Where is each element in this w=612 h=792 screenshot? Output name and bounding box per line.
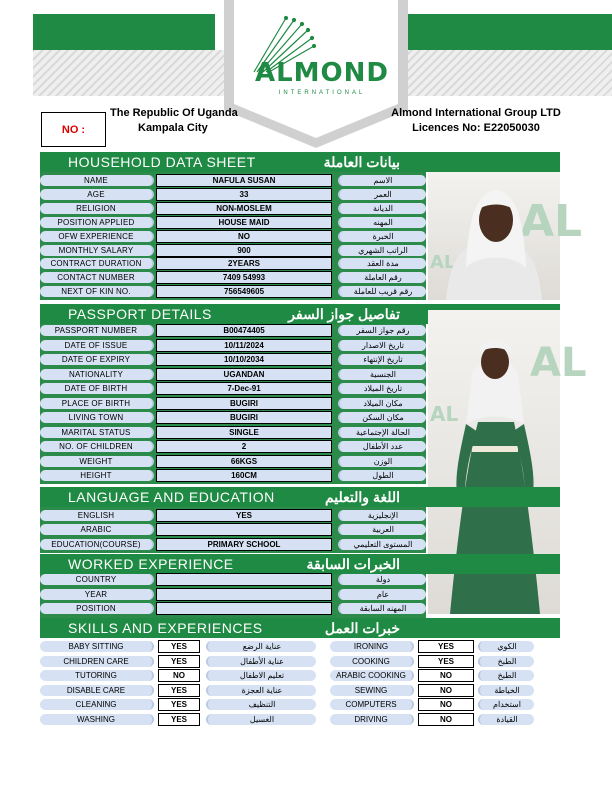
- field-label: POSITION APPLIED: [40, 217, 154, 228]
- field-label-arabic: الديانة: [338, 203, 426, 214]
- skill-value: NO: [418, 669, 474, 682]
- field-label: POSITION: [40, 603, 154, 614]
- skill-label: CHILDREN CARE: [40, 656, 154, 667]
- skill-row: [330, 698, 540, 711]
- field-value: [156, 602, 332, 615]
- republic-text: The Republic Of Uganda: [110, 107, 238, 119]
- skill-label: ARABIC COOKING: [330, 670, 414, 681]
- field-label: RELIGION: [40, 203, 154, 214]
- skill-label-arabic: الخياطة: [478, 685, 534, 696]
- skill-label: TUTORING: [40, 670, 154, 681]
- field-value: 7-Dec-91: [156, 382, 332, 395]
- form-row: [40, 257, 426, 270]
- field-label: CONTRACT DURATION: [40, 258, 154, 269]
- field-label: MONTHLY SALARY: [40, 245, 154, 256]
- form-row: [40, 271, 426, 284]
- header-green-band-right: [402, 14, 612, 50]
- skill-label-arabic: الطبخ: [478, 670, 534, 681]
- field-value: [156, 523, 332, 536]
- skill-label-arabic: الكوي: [478, 641, 534, 652]
- skill-value: YES: [418, 640, 474, 653]
- field-label: OFW EXPERIENCE: [40, 231, 154, 242]
- field-value: 66KGS: [156, 455, 332, 468]
- skill-value: YES: [418, 655, 474, 668]
- skill-value: YES: [158, 684, 200, 697]
- skill-label: COMPUTERS: [330, 699, 414, 710]
- form-row: [40, 339, 426, 352]
- field-label-arabic: تاريخ الإنتهاء: [338, 354, 426, 365]
- skill-value: NO: [158, 669, 200, 682]
- field-label-arabic: رقم جواز السفر: [338, 325, 426, 336]
- section-bar-skills: [40, 618, 560, 638]
- field-label-arabic: الحالة الإجتماعية: [338, 427, 426, 438]
- skill-row: [330, 669, 540, 682]
- skill-value: YES: [158, 640, 200, 653]
- full-body-photo: AL AL: [428, 310, 560, 614]
- section-title-ar: تفاصيل جواز السفر: [288, 306, 400, 322]
- field-value: 10/10/2034: [156, 353, 332, 366]
- section-title-en: LANGUAGE AND EDUCATION: [68, 489, 275, 505]
- skill-label: SEWING: [330, 685, 414, 696]
- field-label-arabic: الاسم: [338, 175, 426, 186]
- skill-value: NO: [418, 698, 474, 711]
- field-label: YEAR: [40, 589, 154, 600]
- skill-label-arabic: التنظيف: [206, 699, 316, 710]
- field-value: BUGIRI: [156, 397, 332, 410]
- skill-row: [330, 655, 540, 668]
- form-row: [40, 353, 426, 366]
- field-label-arabic: مكان الميلاد: [338, 398, 426, 409]
- field-label-arabic: الطول: [338, 470, 426, 481]
- skill-label-arabic: تعليم الاطفال: [206, 670, 316, 681]
- form-row: [40, 588, 426, 601]
- skill-value: YES: [158, 698, 200, 711]
- skill-label: COOKING: [330, 656, 414, 667]
- field-value: B00474405: [156, 324, 332, 337]
- field-value: PRIMARY SCHOOL: [156, 538, 332, 551]
- headshot-photo: AL AL: [428, 172, 560, 300]
- skill-value: YES: [158, 713, 200, 726]
- skill-label: IRONING: [330, 641, 414, 652]
- field-label: DATE OF EXPIRY: [40, 354, 154, 365]
- agency-block: [388, 106, 564, 136]
- skill-label-arabic: عناية العجزة: [206, 685, 316, 696]
- field-value: HOUSE MAID: [156, 216, 332, 229]
- section-title-ar: خبرات العمل: [324, 620, 400, 636]
- skill-value: NO: [418, 713, 474, 726]
- city-text: Kampala City: [138, 122, 208, 134]
- logo-subtitle: INTERNATIONAL: [278, 90, 366, 96]
- field-label: EDUCATION(COURSE): [40, 539, 154, 550]
- field-label-arabic: الوزن: [338, 456, 426, 467]
- field-label: WEIGHT: [40, 456, 154, 467]
- field-value: UGANDAN: [156, 368, 332, 381]
- field-label: NEXT OF KIN NO.: [40, 286, 154, 297]
- field-label: COUNTRY: [40, 574, 154, 585]
- skill-label-arabic: القيادة: [478, 714, 534, 725]
- skill-label-arabic: عناية الأطفال: [206, 656, 316, 667]
- skill-label-arabic: الغسيل: [206, 714, 316, 725]
- field-label-arabic: العمر: [338, 189, 426, 200]
- form-row: [40, 202, 426, 215]
- section-title-ar: الخبرات السابقة: [306, 556, 400, 572]
- form-row: [40, 174, 426, 187]
- field-value: [156, 588, 332, 601]
- skill-label: DISABLE CARE: [40, 685, 154, 696]
- agency-name: Almond International Group LTD: [391, 107, 561, 119]
- skill-label-arabic: استخدام: [478, 699, 534, 710]
- field-value: SINGLE: [156, 426, 332, 439]
- field-label-arabic: مكان السكن: [338, 412, 426, 423]
- section-title-ar: اللغة والتعليم: [324, 489, 400, 505]
- header-green-band-left: [33, 14, 215, 50]
- skill-row: [40, 684, 320, 697]
- section-bar-worked: [40, 554, 560, 574]
- form-row: [40, 216, 426, 229]
- skill-label-arabic: الطبخ: [478, 656, 534, 667]
- skill-row: [40, 698, 320, 711]
- field-value: BUGIRI: [156, 411, 332, 424]
- skill-row: [40, 655, 320, 668]
- field-value: 33: [156, 188, 332, 201]
- form-row: [40, 440, 426, 453]
- field-label: PASSPORT NUMBER: [40, 325, 154, 336]
- field-label: CONTACT NUMBER: [40, 272, 154, 283]
- skill-label-arabic: عناية الرضع: [206, 641, 316, 652]
- field-label: LIVING TOWN: [40, 412, 154, 423]
- field-value: NAFULA SUSAN: [156, 174, 332, 187]
- field-value: 7409 54993: [156, 271, 332, 284]
- form-row: [40, 573, 426, 586]
- field-value: NON-MOSLEM: [156, 202, 332, 215]
- field-value: [156, 573, 332, 586]
- field-label-arabic: المهنه السابقة: [338, 603, 426, 614]
- field-label: DATE OF ISSUE: [40, 340, 154, 351]
- form-row: [40, 397, 426, 410]
- field-label-arabic: تاريخ الميلاد: [338, 383, 426, 394]
- field-label-arabic: العربية: [338, 524, 426, 535]
- field-label-arabic: المستوى التعليمي: [338, 539, 426, 550]
- skill-label: BABY SITTING: [40, 641, 154, 652]
- form-row: [40, 509, 426, 522]
- field-value: 160CM: [156, 469, 332, 482]
- skill-label: DRIVING: [330, 714, 414, 725]
- form-row: [40, 426, 426, 439]
- field-label-arabic: المهنه: [338, 217, 426, 228]
- field-label: MARITAL STATUS: [40, 427, 154, 438]
- skill-row: [330, 713, 540, 726]
- field-label: AGE: [40, 189, 154, 200]
- form-row: [40, 523, 426, 536]
- field-label: ARABIC: [40, 524, 154, 535]
- field-label-arabic: دولة: [338, 574, 426, 585]
- header-hatch-left: [33, 50, 229, 96]
- form-row: [40, 469, 426, 482]
- skill-row: [40, 713, 320, 726]
- skill-row: [330, 640, 540, 653]
- field-label-arabic: رقم قريب للعاملة: [338, 286, 426, 297]
- field-label: NAME: [40, 175, 154, 186]
- licence-number: Licences No: E22050030: [412, 122, 540, 134]
- field-label-arabic: عام: [338, 589, 426, 600]
- form-row: [40, 411, 426, 424]
- field-label-arabic: الإنجليزية: [338, 510, 426, 521]
- form-row: [40, 324, 426, 337]
- field-label-arabic: مدة العقد: [338, 258, 426, 269]
- field-label-arabic: الخبرة: [338, 231, 426, 242]
- field-value: NO: [156, 230, 332, 243]
- skill-row: [40, 640, 320, 653]
- field-label: DATE OF BIRTH: [40, 383, 154, 394]
- field-label-arabic: عدد الأطفال: [338, 441, 426, 452]
- form-row: [40, 602, 426, 615]
- field-label-arabic: الراتب الشهري: [338, 245, 426, 256]
- field-value: YES: [156, 509, 332, 522]
- field-value: 2YEARS: [156, 257, 332, 270]
- skill-row: [330, 684, 540, 697]
- field-value: 756549605: [156, 285, 332, 298]
- section-title-ar: بيانات العاملة: [323, 154, 400, 170]
- skill-label: WASHING: [40, 714, 154, 725]
- skill-label: CLEANING: [40, 699, 154, 710]
- field-label: HEIGHT: [40, 470, 154, 481]
- field-label-arabic: رقم العاملة: [338, 272, 426, 283]
- section-title-en: WORKED EXPERIENCE: [68, 556, 234, 572]
- section-title-en: SKILLS AND EXPERIENCES: [68, 620, 263, 636]
- form-row: [40, 382, 426, 395]
- skill-row: [40, 669, 320, 682]
- section-bar-language: [40, 487, 560, 507]
- field-label: PLACE OF BIRTH: [40, 398, 154, 409]
- field-label: NO. OF CHILDREN: [40, 441, 154, 452]
- section-title-en: HOUSEHOLD DATA SHEET: [68, 154, 256, 170]
- country-block: [110, 106, 238, 136]
- form-row: [40, 538, 426, 551]
- skill-value: NO: [418, 684, 474, 697]
- section-bar-household: [40, 152, 560, 172]
- form-row: [40, 230, 426, 243]
- field-label: ENGLISH: [40, 510, 154, 521]
- form-row: [40, 188, 426, 201]
- skill-value: YES: [158, 655, 200, 668]
- field-value: 2: [156, 440, 332, 453]
- header-hatch-right: [402, 50, 612, 96]
- field-value: 10/11/2024: [156, 339, 332, 352]
- form-row: [40, 368, 426, 381]
- form-row: [40, 285, 426, 298]
- field-label-arabic: الجنسية: [338, 369, 426, 380]
- section-title-en: PASSPORT DETAILS: [68, 306, 212, 322]
- field-value: 900: [156, 244, 332, 257]
- field-label-arabic: تاريخ الاصدار: [338, 340, 426, 351]
- form-row: [40, 244, 426, 257]
- reference-number-box: NO :: [41, 112, 106, 147]
- logo-wordmark: ALMOND: [254, 58, 389, 88]
- field-label: NATIONALITY: [40, 369, 154, 380]
- form-row: [40, 455, 426, 468]
